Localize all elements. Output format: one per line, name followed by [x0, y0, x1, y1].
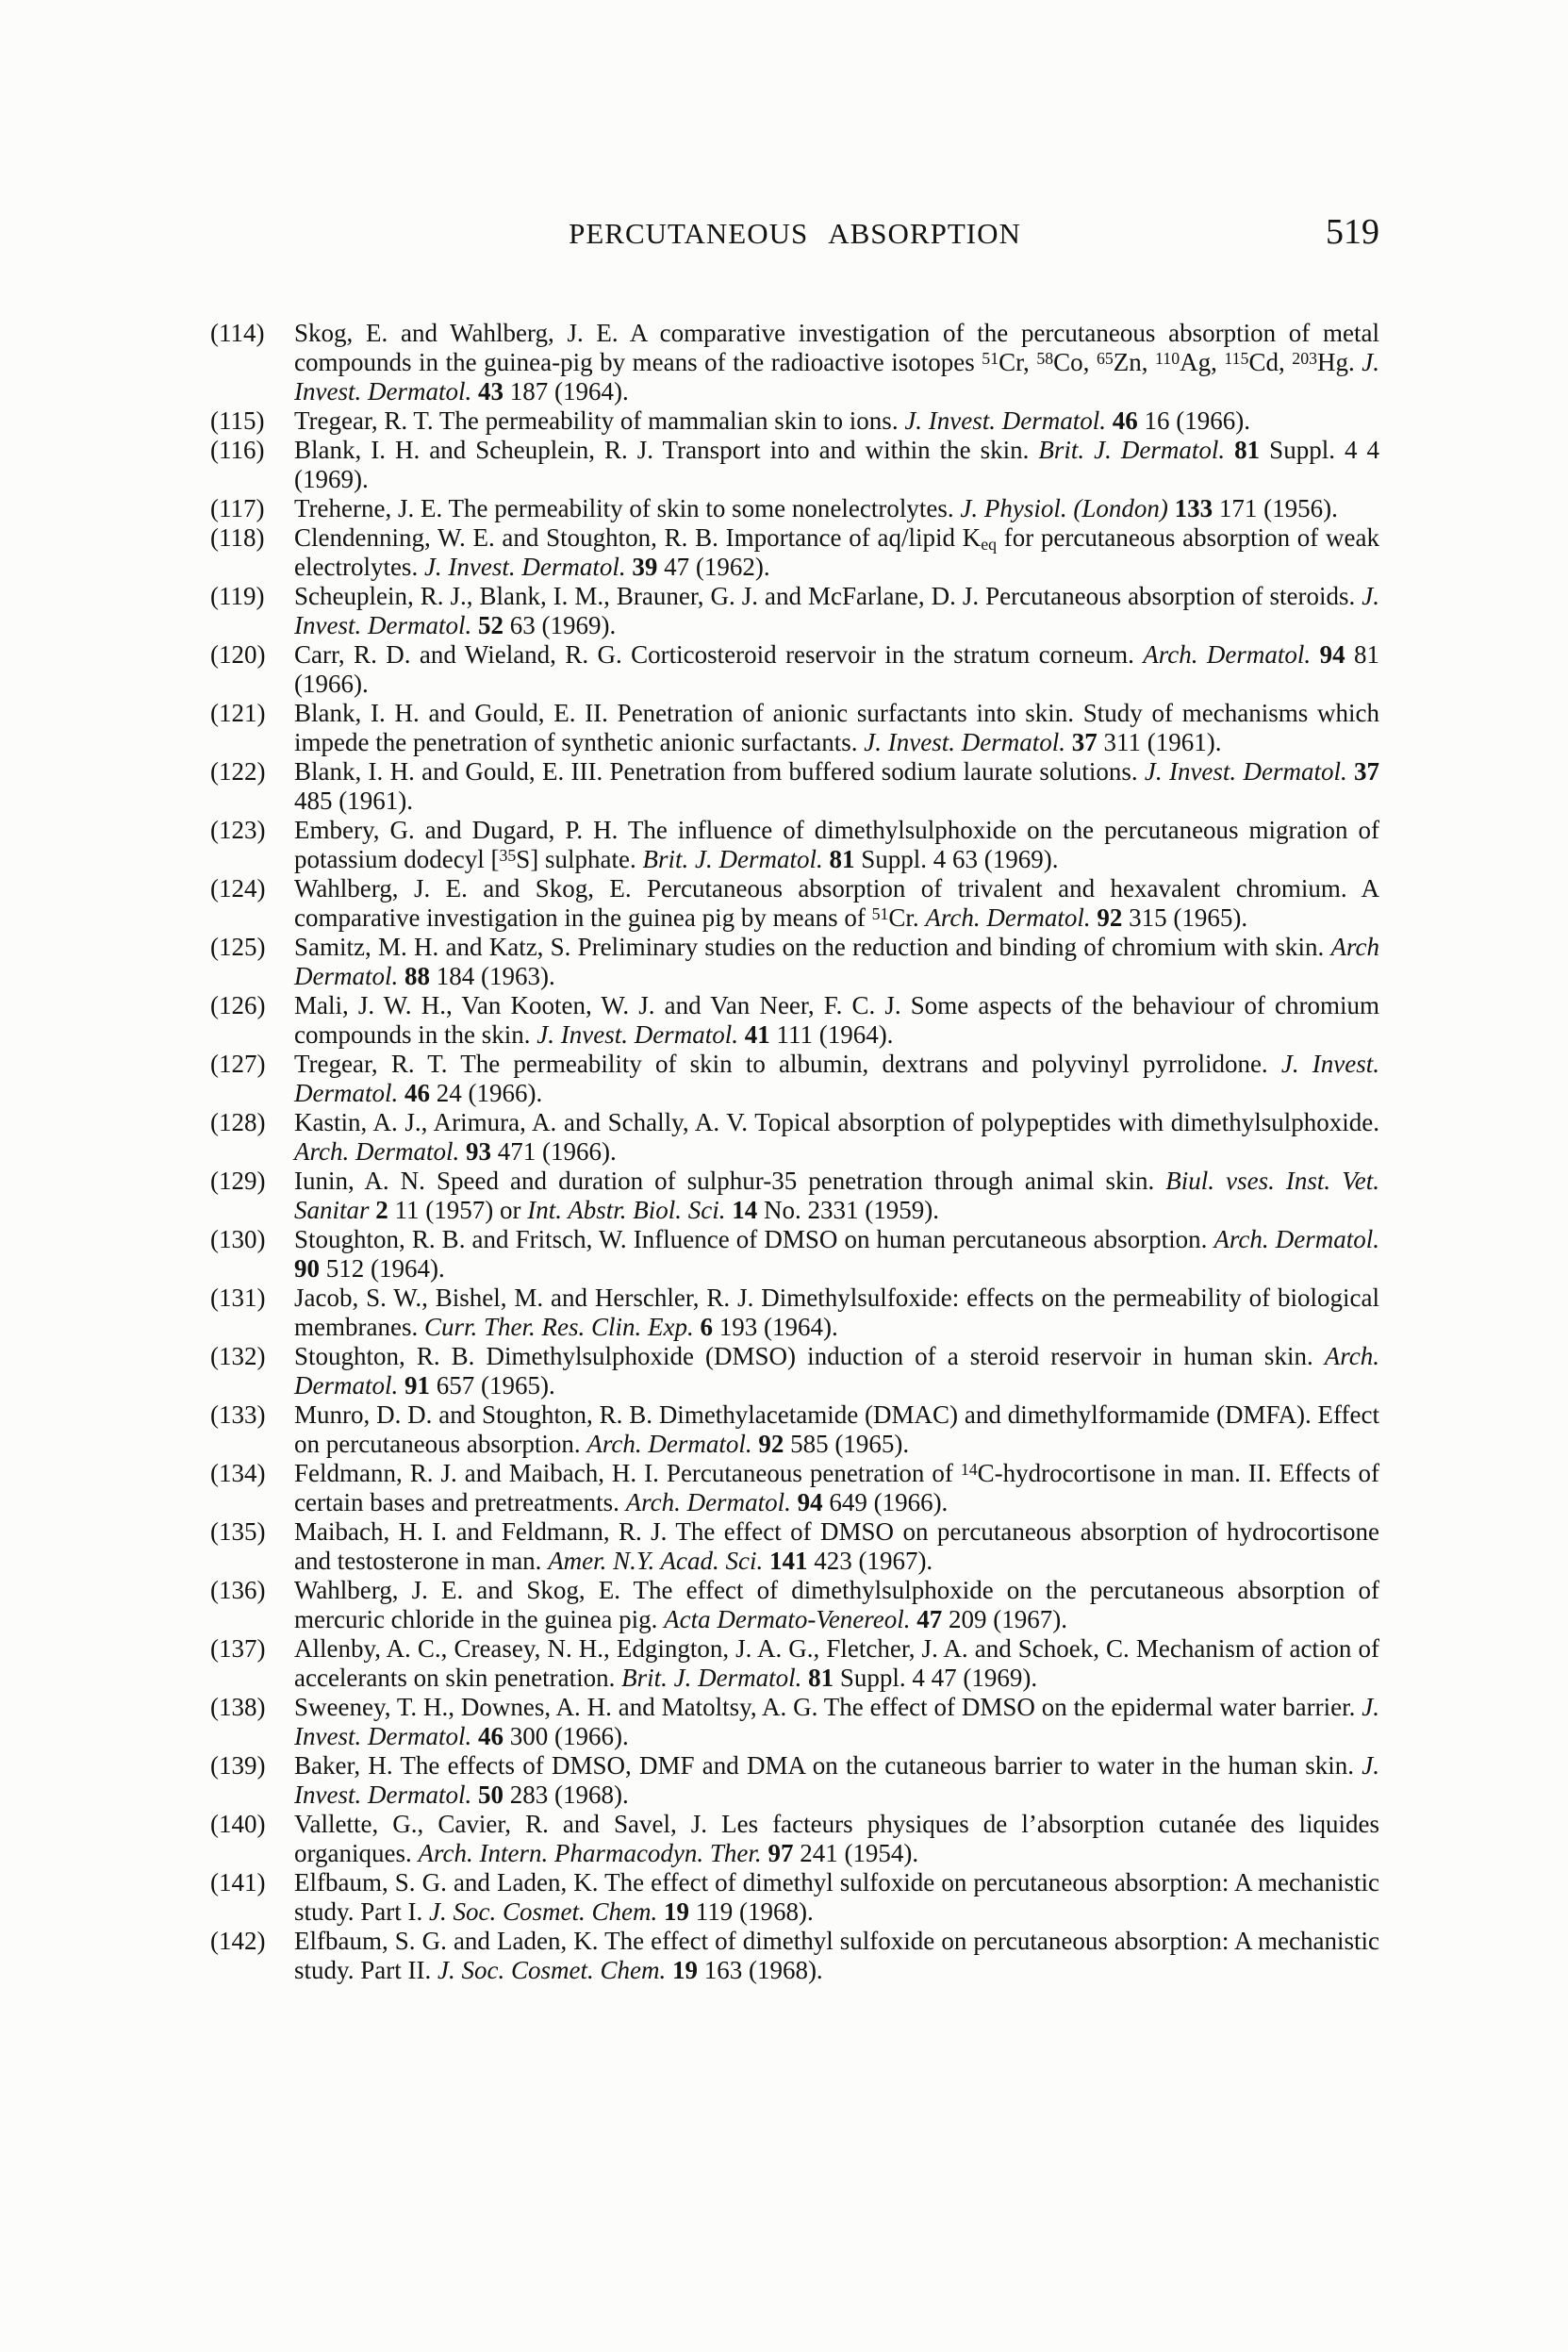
reference-item [210, 1576, 1379, 1634]
plain-text: Baker, H. The effects of DMSO, DMF and DMA on the cutaneous barrier to water in the human skin. [294, 1751, 1362, 1780]
reference-text [294, 640, 1379, 699]
bold-text: 50 [477, 1781, 503, 1809]
bold-text: 37 [1354, 757, 1380, 786]
plain-text: Sweeney, T. H., Downes, A. H. and Matoltsy, A. G. The effect of DMSO on the epidermal water barrier. [294, 1693, 1362, 1721]
italic-text: J. Invest. Dermatol. [294, 1050, 1380, 1107]
plain-text: Cd, [1248, 348, 1293, 376]
plain-text: Maibach, H. I. and Feldmann, R. J. The effect of DMSO on percutaneous absorption of hydrocortisone and testosterone in man. [294, 1517, 1379, 1575]
reference-item [210, 1284, 1379, 1342]
reference-text [294, 1576, 1379, 1634]
italic-text: Biul. vses. Inst. Vet. Sanitar [294, 1167, 1380, 1224]
reference-item [210, 1927, 1379, 1985]
reference-text [294, 319, 1379, 406]
plain-text: 193 (1964). [712, 1313, 838, 1341]
reference-text [294, 1459, 1379, 1517]
bold-text: 6 [700, 1313, 713, 1341]
reference-number: (115) [210, 406, 265, 435]
superscript-text: 35 [499, 845, 517, 865]
reference-number: (123) [210, 816, 266, 844]
bold-text: 52 [477, 611, 503, 639]
subscript-text: eq [981, 534, 997, 554]
reference-text [294, 1225, 1379, 1284]
plain-text: 423 (1967). [807, 1547, 933, 1575]
reference-text [294, 1693, 1379, 1751]
reference-text [294, 816, 1379, 874]
plain-text: 471 (1966). [490, 1137, 617, 1166]
plain-text: 111 (1964). [769, 1020, 894, 1049]
reference-number: (116) [210, 436, 265, 464]
italic-text: J. Invest. Dermatol. [294, 582, 1379, 639]
plain-text: Skog, E. and Wahlberg, J. E. A comparative investigation of the percutaneous absorption of metal compounds in the guinea-pig by means of the radioactive isotopes [294, 319, 1379, 376]
bold-text: 92 [758, 1430, 784, 1458]
plain-text: S] sulphate. [516, 845, 643, 873]
plain-text: Samitz, M. H. and Katz, S. Preliminary studies on the reduction and binding of chromium with skin. [294, 933, 1331, 961]
reference-text [294, 1751, 1379, 1810]
reference-number: (121) [210, 699, 266, 727]
bold-text: 88 [404, 962, 430, 990]
italic-text: J. Invest. Dermatol. [294, 1751, 1379, 1809]
reference-text [294, 1810, 1379, 1868]
reference-number: (126) [210, 991, 266, 1019]
reference-text [294, 1927, 1379, 1985]
reference-number: (128) [210, 1108, 266, 1136]
reference-item [210, 933, 1379, 991]
plain-text: Tregear, R. T. The permeability of mammalian skin to ions. [294, 406, 905, 435]
plain-text: 187 (1964). [503, 377, 629, 406]
bold-text: 47 [916, 1605, 943, 1633]
plain-text: Feldmann, R. J. and Maibach, H. I. Percutaneous penetration of [294, 1459, 961, 1487]
plain-text: 16 (1966). [1137, 406, 1251, 435]
plain-text: 163 (1968). [697, 1956, 823, 1984]
reference-item [210, 1342, 1379, 1400]
reference-item [210, 1050, 1379, 1108]
plain-text: for percutaneous absorption of weak electrolytes. [294, 523, 1379, 581]
reference-item [210, 699, 1379, 757]
reference-number: (139) [210, 1751, 266, 1780]
reference-text [294, 1108, 1379, 1167]
bold-text: 19 [663, 1897, 689, 1926]
plain-text: Cr. [888, 903, 926, 932]
plain-text: 184 (1963). [430, 962, 555, 990]
reference-number: (136) [210, 1576, 266, 1604]
reference-item [210, 436, 1379, 494]
reference-number: (137) [210, 1634, 266, 1663]
italic-text: Arch. Dermatol. [294, 1137, 466, 1166]
italic-text: Arch Dermatol. [294, 933, 1379, 990]
reference-text [294, 1284, 1379, 1342]
reference-text [294, 757, 1379, 816]
plain-text: Mali, J. W. H., Van Kooten, W. J. and Van Neer, F. C. J. Some aspects of the behaviour of chromium compounds in the skin. [294, 991, 1379, 1049]
bold-text: 39 [632, 553, 658, 581]
plain-text: No. 2331 (1959). [757, 1196, 939, 1224]
superscript-text: 203 [1292, 348, 1317, 368]
plain-text: 512 (1964). [320, 1254, 445, 1283]
plain-text: Munro, D. D. and Stoughton, R. B. Dimethylacetamide (DMAC) and dimethylformamide (DMFA). Effect on percutaneous absorption. [294, 1400, 1379, 1458]
bold-text: 81 [1234, 436, 1261, 464]
plain-text: 171 (1956). [1213, 494, 1338, 522]
plain-text: Carr, R. D. and Wieland, R. G. Corticosteroid reservoir in the stratum corneum. [294, 640, 1144, 669]
bold-text: 19 [671, 1956, 698, 1984]
reference-number: (118) [210, 523, 265, 552]
plain-text: 283 (1968). [503, 1781, 629, 1809]
italic-text: J. Invest. Dermatol. [536, 1020, 745, 1049]
plain-text: Clendenning, W. E. and Stoughton, R. B. Importance of aq/lipid K [294, 523, 982, 552]
superscript-text: 51 [982, 348, 999, 368]
italic-text: Arch. Dermatol. [294, 1342, 1379, 1400]
plain-text: Iunin, A. N. Speed and duration of sulphur-35 penetration through animal skin. [294, 1167, 1166, 1195]
plain-text: Co, [1053, 348, 1097, 376]
italic-text: J. Invest. Dermatol. [294, 348, 1380, 406]
reference-item [210, 757, 1379, 816]
plain-text: Elfbaum, S. G. and Laden, K. The effect of dimethyl sulfoxide on percutaneous absorption: A mechanistic study. Part I. [294, 1868, 1379, 1926]
reference-number: (138) [210, 1693, 266, 1721]
plain-text: Jacob, S. W., Bishel, M. and Herschler, R. J. Dimethylsulfoxide: effects on the permeability of biological membranes. [294, 1284, 1379, 1341]
italic-text: J. Soc. Cosmet. Chem. [437, 1956, 672, 1984]
plain-text: Allenby, A. C., Creasey, N. H., Edgington, J. A. G., Fletcher, J. A. and Schoek, C. Mechanism of action of accelerants on skin penetration. [294, 1634, 1379, 1692]
reference-number: (131) [210, 1284, 266, 1312]
reference-item [210, 816, 1379, 874]
reference-number: (132) [210, 1342, 266, 1370]
reference-item [210, 1459, 1379, 1517]
plain-text: 649 (1966). [822, 1488, 949, 1516]
bold-text: 133 [1174, 494, 1213, 522]
page-title: PERCUTANEOUS ABSORPTION [569, 217, 1021, 250]
reference-number: (140) [210, 1810, 266, 1838]
reference-text [294, 436, 1379, 494]
italic-text: J. Invest. Dermatol. [904, 406, 1113, 435]
reference-item [210, 1108, 1379, 1167]
reference-text [294, 1342, 1379, 1400]
plain-text: 485 (1961). [294, 787, 413, 815]
plain-text: Ag, [1180, 348, 1225, 376]
reference-number: (122) [210, 757, 266, 786]
italic-text: J. Invest. Dermatol. [1144, 757, 1355, 786]
plain-text: Suppl. 4 4 (1969). [294, 436, 1379, 493]
reference-number: (141) [210, 1868, 266, 1897]
reference-text [294, 1868, 1379, 1927]
bold-text: 46 [404, 1079, 430, 1107]
reference-item [210, 494, 1379, 523]
reference-number: (127) [210, 1050, 266, 1078]
plain-text: 24 (1966). [430, 1079, 543, 1107]
bold-text: 92 [1097, 903, 1123, 932]
reference-item [210, 1634, 1379, 1693]
plain-text: Blank, I. H. and Gould, E. II. Penetration of anionic surfactants into skin. Study of mechanisms which impede the penetration of synthetic anionic surfactants. [294, 699, 1379, 756]
reference-text [294, 933, 1379, 991]
plain-text: Wahlberg, J. E. and Skog, E. Percutaneous absorption of trivalent and hexavalent chromium. A comparative investigation in the guinea pig by means of [294, 874, 1379, 932]
italic-text: Arch. Dermatol. [925, 903, 1098, 932]
plain-text: 119 (1968). [688, 1897, 814, 1926]
italic-text: J. Soc. Cosmet. Chem. [429, 1897, 664, 1926]
plain-text: Embery, G. and Dugard, P. H. The influence of dimethylsulphoxide on the percutaneous migration of potassium dodecyl [ [294, 816, 1379, 873]
bold-text: 37 [1071, 728, 1098, 756]
reference-text [294, 1517, 1379, 1576]
reference-item [210, 874, 1379, 933]
bold-text: 94 [1319, 640, 1345, 669]
bold-text: 14 [732, 1196, 758, 1224]
italic-text: Arch. Dermatol. [1213, 1225, 1379, 1253]
plain-text: 657 (1965). [430, 1371, 555, 1400]
bold-text: 81 [829, 845, 855, 873]
superscript-text: 51 [871, 903, 889, 923]
plain-text: Suppl. 4 63 (1969). [854, 845, 1059, 873]
reference-item [210, 1225, 1379, 1284]
reference-item [210, 406, 1379, 436]
plain-text: Stoughton, R. B. and Fritsch, W. Influence of DMSO on human percutaneous absorption. [294, 1225, 1214, 1253]
plain-text: 311 (1961). [1097, 728, 1222, 756]
italic-text: Arch. Intern. Pharmacodyn. Ther. [418, 1839, 768, 1867]
plain-text: 300 (1966). [503, 1722, 629, 1750]
italic-text: Curr. Ther. Res. Clin. Exp. [423, 1313, 701, 1341]
plain-text: Wahlberg, J. E. and Skog, E. The effect of dimethylsulphoxide on the percutaneous absorption of mercuric chloride in the guinea pig. [294, 1576, 1379, 1633]
reference-text [294, 406, 1379, 436]
reference-text [294, 1050, 1379, 1108]
reference-text [294, 874, 1379, 933]
plain-text: C-hydrocortisone in man. II. Effects of certain bases and pretreatments. [294, 1459, 1379, 1516]
page-header [210, 212, 1379, 257]
bold-text: 41 [744, 1020, 770, 1049]
reference-number: (117) [210, 494, 265, 522]
reference-item [210, 1810, 1379, 1868]
reference-list [210, 319, 1379, 1985]
italic-text: Arch. Dermatol. [586, 1430, 759, 1458]
reference-number: (142) [210, 1927, 266, 1955]
bold-text: 46 [1112, 406, 1138, 435]
plain-text: Suppl. 4 47 (1969). [834, 1664, 1038, 1692]
bold-text: 93 [465, 1137, 491, 1166]
reference-text [294, 523, 1379, 582]
superscript-text: 115 [1224, 348, 1249, 368]
plain-text: 81 (1966). [294, 640, 1380, 698]
italic-text: Brit. J. Dermatol. [1038, 436, 1235, 464]
reference-number: (135) [210, 1517, 266, 1546]
plain-text: 315 (1965). [1122, 903, 1248, 932]
plain-text: 585 (1965). [784, 1430, 910, 1458]
bold-text: 2 [375, 1196, 388, 1224]
reference-item [210, 1693, 1379, 1751]
reference-text [294, 1400, 1379, 1459]
reference-text [294, 1634, 1379, 1693]
superscript-text: 58 [1036, 348, 1054, 368]
plain-text: Zn, [1113, 348, 1156, 376]
reference-number: (134) [210, 1459, 266, 1487]
bold-text: 91 [404, 1371, 430, 1400]
plain-text: Cr, [999, 348, 1037, 376]
reference-number: (124) [210, 874, 266, 903]
reference-number: (120) [210, 640, 266, 669]
reference-number: (114) [210, 319, 265, 347]
italic-text: Int. Abstr. Biol. Sci. [527, 1196, 733, 1224]
bold-text: 81 [808, 1664, 834, 1692]
reference-item [210, 582, 1379, 640]
bold-text: 94 [797, 1488, 823, 1516]
plain-text: Treherne, J. E. The permeability of skin to some nonelectrolytes. [294, 494, 961, 522]
reference-item [210, 1868, 1379, 1927]
reference-text [294, 582, 1379, 640]
reference-item [210, 1400, 1379, 1459]
reference-text [294, 699, 1379, 757]
bold-text: 43 [477, 377, 503, 406]
bold-text: 141 [768, 1547, 808, 1575]
reference-text [294, 494, 1379, 523]
reference-item [210, 640, 1379, 699]
superscript-text: 110 [1155, 348, 1180, 368]
reference-item [210, 1751, 1379, 1810]
plain-text: Blank, I. H. and Scheuplein, R. J. Transport into and within the skin. [294, 436, 1039, 464]
italic-text: J. Physiol. (London) [960, 494, 1175, 522]
reference-item [210, 991, 1379, 1050]
italic-text: Brit. J. Dermatol. [621, 1664, 809, 1692]
plain-text: Stoughton, R. B. Dimethylsulphoxide (DMSO) induction of a steroid reservoir in human skin. [294, 1342, 1325, 1370]
plain-text: Hg. [1317, 348, 1362, 376]
plain-text: Elfbaum, S. G. and Laden, K. The effect of dimethyl sulfoxide on percutaneous absorption: A mechanistic study. Part II. [294, 1927, 1379, 1984]
plain-text: 11 (1957) or [388, 1196, 528, 1224]
plain-text: Tregear, R. T. The permeability of skin to albumin, dextrans and polyvinyl pyrrolidone. [294, 1050, 1281, 1078]
reference-item [210, 1167, 1379, 1225]
bold-text: 46 [477, 1722, 503, 1750]
superscript-text: 65 [1096, 348, 1114, 368]
page-number: 519 [1326, 212, 1379, 252]
plain-text: 209 (1967). [942, 1605, 1068, 1633]
italic-text: J. Invest. Dermatol. [864, 728, 1072, 756]
reference-text [294, 991, 1379, 1050]
reference-number: (125) [210, 933, 266, 961]
italic-text: J. Invest. Dermatol. [294, 1693, 1379, 1750]
superscript-text: 14 [960, 1459, 978, 1479]
plain-text: 47 (1962). [657, 553, 770, 581]
plain-text: 63 (1969). [503, 611, 617, 639]
plain-text: Blank, I. H. and Gould, E. III. Penetration from buffered sodium laurate solutions. [294, 757, 1145, 786]
reference-number: (119) [210, 582, 265, 610]
plain-text: Scheuplein, R. J., Blank, I. M., Brauner, G. J. and McFarlane, D. J. Percutaneous absorption of steroids. [294, 582, 1362, 610]
italic-text: Brit. J. Dermatol. [642, 845, 830, 873]
reference-number: (130) [210, 1225, 266, 1253]
italic-text: Amer. N.Y. Acad. Sci. [548, 1547, 769, 1575]
plain-text: Vallette, G., Cavier, R. and Savel, J. Les facteurs physiques de l’absorption cutanée des liquides organiques. [294, 1810, 1379, 1867]
italic-text: Arch. Dermatol. [625, 1488, 798, 1516]
bold-text: 90 [294, 1254, 320, 1283]
reference-item [210, 319, 1379, 406]
reference-item [210, 523, 1379, 582]
reference-number: (129) [210, 1167, 266, 1195]
italic-text: Arch. Dermatol. [1143, 640, 1320, 669]
plain-text: 241 (1954). [793, 1839, 919, 1867]
reference-text [294, 1167, 1379, 1225]
reference-number: (133) [210, 1400, 266, 1429]
reference-item [210, 1517, 1379, 1576]
italic-text: Acta Dermato-Venereol. [664, 1605, 917, 1633]
italic-text: J. Invest. Dermatol. [423, 553, 633, 581]
plain-text: Kastin, A. J., Arimura, A. and Schally, A. V. Topical absorption of polypeptides with dimethylsulphoxide. [294, 1108, 1379, 1136]
bold-text: 97 [767, 1839, 794, 1867]
